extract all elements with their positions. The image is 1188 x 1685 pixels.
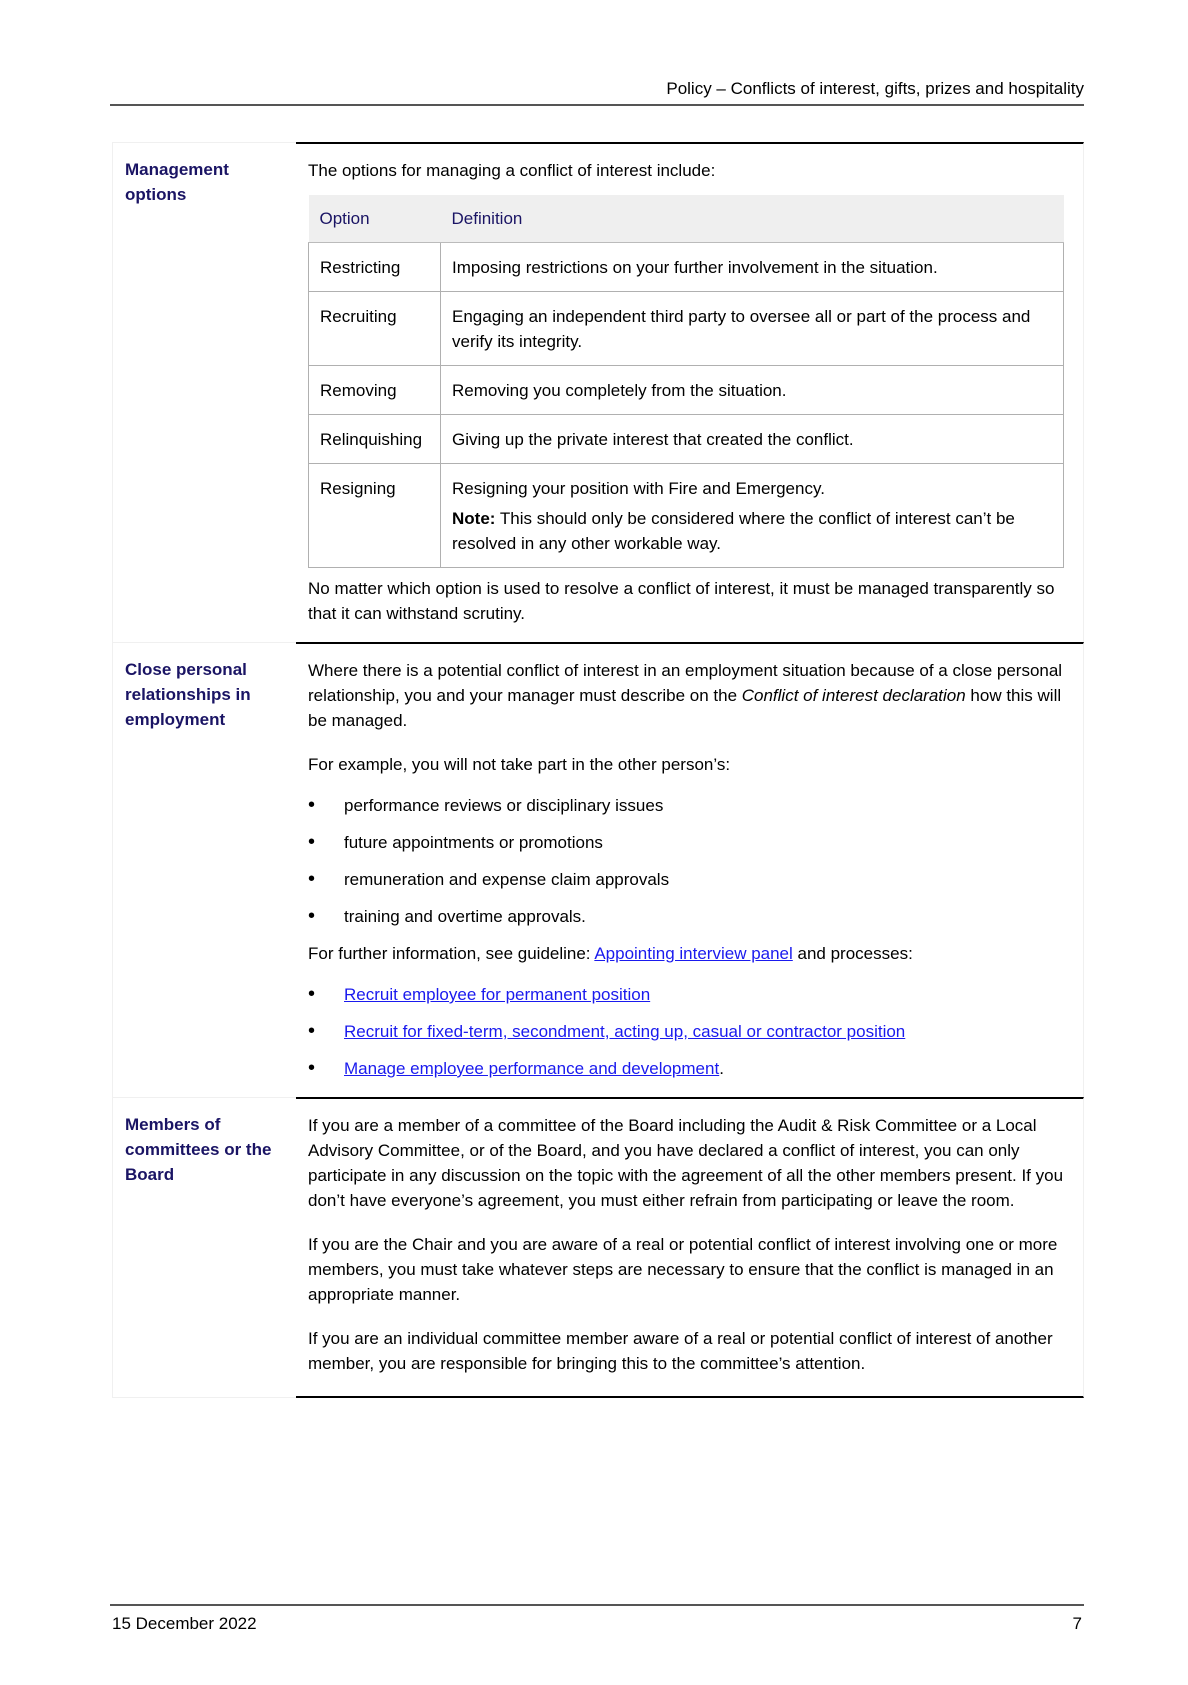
text-span: For further information, see guideline:: [308, 944, 595, 963]
table-row: [309, 415, 1064, 464]
page-footer: [110, 1604, 1084, 1633]
definition-cell: Imposing restrictions on your further involvement in the situation.: [441, 243, 1064, 292]
list-item: [308, 982, 1071, 1007]
table-row: [309, 464, 1064, 568]
option-cell: Restricting: [309, 243, 441, 292]
manage-performance-link[interactable]: Manage employee performance and development: [344, 1059, 720, 1078]
policy-table: [112, 142, 1084, 1398]
section-content: [296, 142, 1084, 642]
list-item: • training and overtime approvals.: [308, 904, 1071, 929]
list-item: [308, 1056, 1071, 1081]
option-cell: Removing: [309, 366, 441, 415]
options-header-option: Option: [309, 195, 441, 243]
list-item: • remuneration and expense claim approvals: [308, 867, 1071, 892]
page-header: [110, 78, 1084, 106]
members-paragraph-3: If you are an individual committee member aware of a real or potential conflict of interest of another member, you are responsible for bringing this to the committee’s attention.: [308, 1329, 1053, 1373]
note-label: Note:: [452, 509, 496, 528]
close-paragraph-2: For example, you will not take part in the other person’s:: [308, 755, 731, 774]
option-cell: Resigning: [309, 464, 441, 568]
header-title: Policy – Conflicts of interest, gifts, prizes and hospitality: [666, 79, 1084, 98]
members-paragraph-1: If you are a member of a committee of the Board including the Audit & Risk Committee or a Local Advisory Committee, or of the Board, and you have declared a conflict of interest, you can only participate in any discussion on the topic with the agreement of all the other members present. If you don’t have everyone’s agreement, you must either refrain from participating or leave the room.: [308, 1116, 1064, 1210]
section-label: Management options: [125, 160, 229, 204]
table-row: [309, 366, 1064, 415]
text-span: how this will be managed.: [308, 686, 1062, 730]
section-label-cell: [112, 1097, 296, 1398]
section-label: Members of committees or the Board: [125, 1115, 272, 1184]
list-item: • future appointments or promotions: [308, 830, 1071, 855]
form-name: Conflict of interest declaration: [741, 686, 966, 705]
section-label: Close personal relationships in employment: [125, 660, 251, 729]
table-row: [309, 243, 1064, 292]
footer-date: 15 December 2022: [112, 1614, 257, 1633]
section-label-cell: [112, 142, 296, 642]
close-paragraph-3: [308, 941, 1071, 966]
options-table-header-row: [309, 195, 1064, 243]
page-number: 7: [1072, 1614, 1082, 1633]
definition-cell: Giving up the private interest that created the conflict.: [441, 415, 1064, 464]
options-table: [308, 195, 1064, 568]
note-text: This should only be considered where the conflict of interest can’t be resolved in any other workable way.: [452, 509, 1015, 553]
option-cell: Relinquishing: [309, 415, 441, 464]
exclusion-list: [308, 793, 1071, 929]
table-row: [309, 292, 1064, 366]
definition-cell: [441, 464, 1064, 568]
text-span: and processes:: [792, 944, 913, 963]
management-intro: The options for managing a conflict of interest include:: [308, 161, 716, 180]
list-item: [308, 1019, 1071, 1044]
definition-text: Resigning your position with Fire and Emergency.: [452, 479, 825, 498]
definition-cell: Removing you completely from the situation.: [441, 366, 1064, 415]
process-links-list: [308, 982, 1071, 1081]
section-content: [296, 1097, 1084, 1398]
recruit-fixed-term-link[interactable]: Recruit for fixed-term, secondment, acting up, casual or contractor position: [344, 1022, 906, 1041]
members-paragraph-2: If you are the Chair and you are aware of a real or potential conflict of interest involving one or more members, you must take whatever steps are necessary to ensure that the conflict is managed in an appropriate manner.: [308, 1235, 1058, 1304]
definition-cell: Engaging an independent third party to oversee all or part of the process and verify its integrity.: [441, 292, 1064, 366]
section-label-cell: [112, 642, 296, 1097]
appointing-interview-panel-link[interactable]: Appointing interview panel: [594, 944, 793, 963]
section-committee-members: [112, 1097, 1084, 1398]
option-cell: Recruiting: [309, 292, 441, 366]
options-header-definition: Definition: [441, 195, 1064, 243]
text-span: .: [719, 1059, 724, 1078]
section-management-options: [112, 142, 1084, 642]
text-span: Where there is a potential conflict of interest in an employment situation because of a close personal relationship, you and your manager must describe on the: [308, 661, 1063, 705]
recruit-permanent-link[interactable]: Recruit employee for permanent position: [344, 985, 651, 1004]
section-close-relationships: [112, 642, 1084, 1097]
management-outro: No matter which option is used to resolve a conflict of interest, it must be managed transparently so that it can withstand scrutiny.: [308, 579, 1055, 623]
list-item: • performance reviews or disciplinary issues: [308, 793, 1071, 818]
section-content: [296, 642, 1084, 1097]
resigning-note: [452, 506, 1052, 556]
close-paragraph-1: [308, 658, 1071, 733]
